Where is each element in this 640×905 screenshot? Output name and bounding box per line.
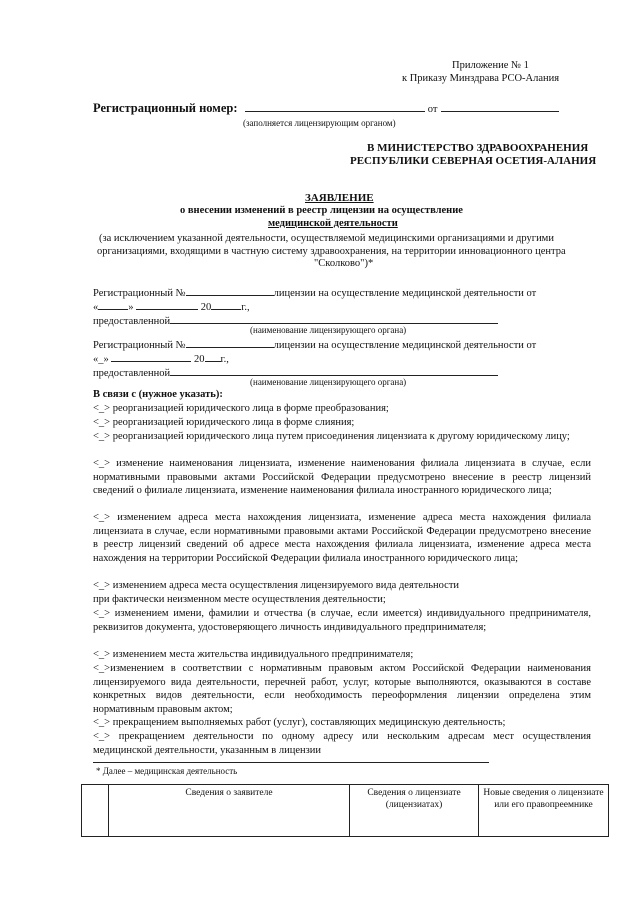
reason-item[interactable]: <_>изменением в соответствии с нормативным правовым актом Российской Федерации наименования лицензируемого вида деятельности, перечней работ, услуг, которые выполняются, оказываются в составе конкретных видов деятельности, если необходимость переоформления лицензии определена этим нормативным правовым актом; bbox=[93, 663, 591, 715]
license1-date-row bbox=[93, 298, 250, 313]
table-header-applicant: Сведения о заявителе bbox=[109, 785, 350, 837]
footnote: * Далее – медицинская деятельность bbox=[96, 766, 238, 776]
license1-reg-number-field[interactable] bbox=[186, 284, 274, 296]
license2-month-field[interactable] bbox=[111, 350, 191, 362]
license1-reg-row bbox=[93, 284, 536, 299]
license1-year-field[interactable] bbox=[211, 298, 241, 310]
addressee-line2: РЕСПУБЛИКИ СЕВЕРНАЯ ОСЕТИЯ-АЛАНИЯ bbox=[350, 155, 597, 167]
table-cell-empty bbox=[82, 785, 109, 837]
document-title: ЗАЯВЛЕНИЕ bbox=[305, 192, 374, 204]
reason-item[interactable]: <_> реорганизацией юридического лица в форме преобразования; bbox=[93, 403, 389, 414]
license1-reg-label: Регистрационный № bbox=[93, 288, 186, 299]
reason-item[interactable]: <_> реорганизацией юридического лица путем присоединения лицензиата к другому юридическому лицу; bbox=[93, 431, 570, 442]
reason-item[interactable]: <_> прекращением выполняемых работ (услуг), составляющих медицинскую деятельность; bbox=[93, 717, 506, 728]
applicant-info-table bbox=[81, 784, 609, 837]
license2-reg-suffix: лицензии на осуществление медицинской деятельности от bbox=[273, 340, 537, 351]
license1-year-suffix: г., bbox=[241, 302, 250, 313]
title-note1: (за исключением указанной деятельности, осуществляемой медицинскими организациями и другими bbox=[99, 233, 554, 244]
license2-year-field[interactable] bbox=[205, 350, 221, 362]
reason-item[interactable]: <_> изменение наименования лицензиата, изменение наименования филиала лицензиата в случае, если нормативными правовыми актами Российской Федерации предусмотрено внесение в реестр лицензий сведений о филиале лицензиата, изменение наименования филиала иностранного юридического лица; bbox=[93, 458, 591, 496]
registration-row bbox=[93, 100, 559, 116]
license1-date-open: « bbox=[93, 302, 99, 313]
registration-from-label: от bbox=[427, 104, 438, 115]
license1-month-field[interactable] bbox=[136, 298, 198, 310]
addressee-line1: В МИНИСТЕРСТВО ЗДРАВООХРАНЕНИЯ bbox=[367, 142, 589, 154]
table-header-licensee: Сведения о лицензиате (лицензиатах) bbox=[350, 785, 479, 837]
reason-item[interactable]: <_> изменением адреса места осуществления лицензируемого вида деятельности bbox=[93, 580, 460, 591]
license2-date-open: «_» bbox=[93, 354, 109, 365]
reason-item[interactable]: <_> прекращением деятельности по одному адресу или нескольким адресам мест осуществления медицинской деятельности, указанным в лицензии bbox=[93, 731, 591, 756]
license1-provided-label: предоставленной bbox=[93, 316, 171, 327]
footnote-divider bbox=[93, 762, 489, 763]
license2-authority-field[interactable] bbox=[170, 364, 498, 376]
license2-reg-number-field[interactable] bbox=[186, 336, 274, 348]
registration-date-field[interactable] bbox=[441, 100, 559, 112]
reason-item[interactable]: <_> реорганизацией юридического лица в форме слияния; bbox=[93, 417, 355, 428]
reason-item-continuation: при фактически неизменном месте осуществления деятельности; bbox=[93, 594, 386, 605]
appendix-line1: Приложение № 1 bbox=[452, 60, 529, 71]
reason-item[interactable]: <_> изменением адреса места нахождения лицензиата, изменение адреса места нахождения филиала лицензиата в случае, если нормативными правовыми актами Российской Федерации предусмотрено внесение в реестр лицензий сведений об адресе места нахождения филиала лицензиата, изменение адреса места нахождения на территории Российской Федерации филиала иностранного юридического лица; bbox=[93, 512, 591, 564]
title-subline2: медицинской деятельности bbox=[268, 218, 398, 229]
appendix-line2: к Приказу Минздрава РСО-Алания bbox=[402, 73, 560, 84]
license2-date-row bbox=[93, 350, 229, 365]
license2-year-prefix: 20 bbox=[194, 354, 205, 365]
license1-date-close: » bbox=[128, 302, 134, 313]
title-note2: организациями, входящими в частную систему здравоохранения, на территории инновационного центра bbox=[97, 246, 566, 257]
license2-provided-label: предоставленной bbox=[93, 368, 171, 379]
registration-label: Регистрационный номер: bbox=[93, 101, 238, 115]
reasons-heading: В связи с (нужное указать): bbox=[93, 389, 223, 400]
title-subline1: о внесении изменений в реестр лицензии на осуществление bbox=[180, 205, 463, 216]
license2-authority-note: (наименование лицензирующего органа) bbox=[250, 377, 407, 387]
reason-item[interactable]: <_> изменением места жительства индивидуального предпринимателя; bbox=[93, 649, 414, 660]
license1-authority-note: (наименование лицензирующего органа) bbox=[250, 325, 407, 335]
registration-number-field[interactable] bbox=[245, 100, 425, 112]
title-note3: "Сколково")* bbox=[314, 258, 374, 269]
license1-day-field[interactable] bbox=[98, 298, 128, 310]
license2-year-suffix: г., bbox=[220, 354, 229, 365]
license2-reg-row bbox=[93, 336, 536, 351]
license1-reg-suffix: лицензии на осуществление медицинской деятельности от bbox=[273, 288, 537, 299]
license2-reg-label: Регистрационный № bbox=[93, 340, 186, 351]
reason-item[interactable]: <_> изменением имени, фамилии и отчества (в случае, если имеется) индивидуального предпринимателя, реквизитов документа, удостоверяющего личность индивидуального предпринимателя; bbox=[93, 608, 591, 633]
table-header-new-info: Новые сведения о лицензиате или его правопреемнике bbox=[479, 785, 609, 837]
license1-year-prefix: 20 bbox=[200, 302, 212, 313]
license1-authority-field[interactable] bbox=[170, 312, 498, 324]
registration-note: (заполняется лицензирующим органом) bbox=[243, 118, 396, 128]
